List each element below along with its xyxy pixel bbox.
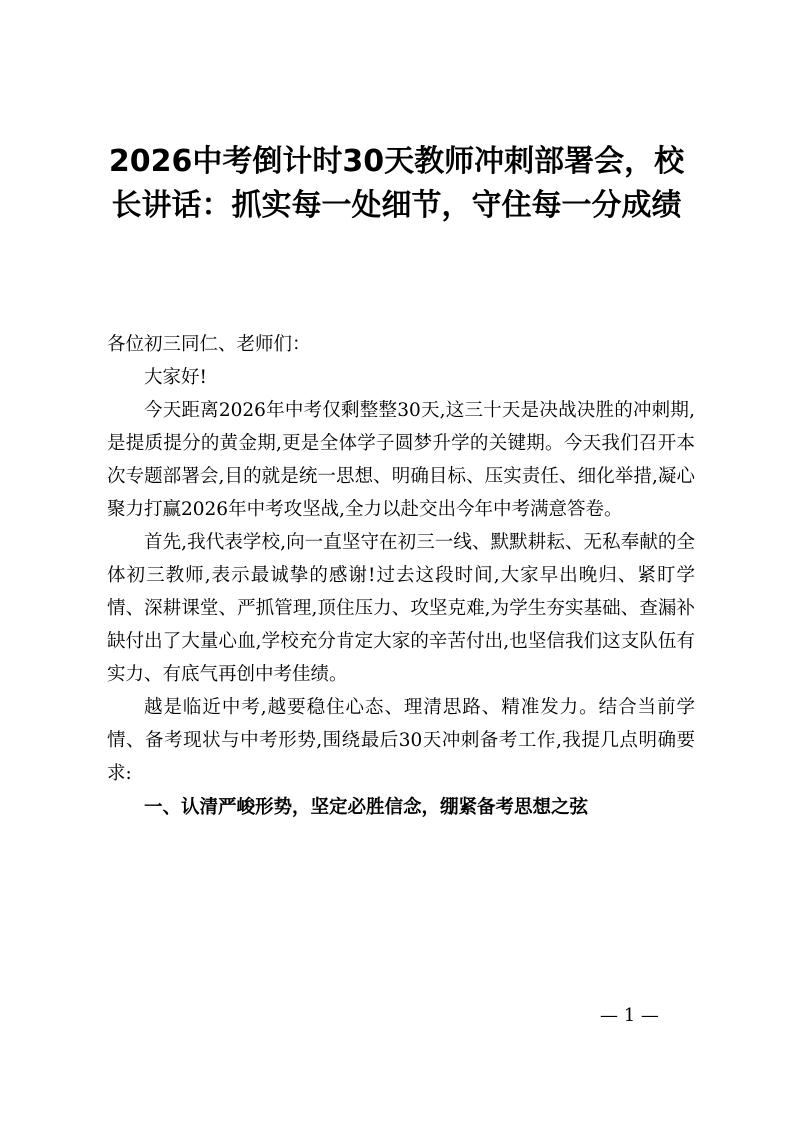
document-title: 2026中考倒计时30天教师冲刺部署会，校长讲话：抓实每一处细节，守住每一分成绩 [108,144,685,223]
section-heading: 一、认清严峻形势，坚定必胜信念，绷紧备考思想之弦 [144,797,589,818]
paragraph-greeting: 大家好! [144,367,207,388]
document-body [107,328,695,826]
page-number: — 1 — [600,1005,659,1026]
paragraph-requirements: 越是临近中考,越要稳住心态、理清思路、精准发力。结合当前学情、备考现状与中考形势,围绕最后30天冲刺备考工作,我提几点明确要求: [107,697,695,784]
paragraph-intro: 今天距离2026年中考仅剩整整30天,这三十天是决战决胜的冲刺期,是提质提分的黄金期,更是全体学子圆梦升学的关键期。今天我们召开本次专题部署会,目的就是统一思想、明确目标、压实责任、细化举措,凝心聚力打赢2026年中考攻坚战,全力以赴交出今年中考满意答卷。 [107,400,695,520]
salutation: 各位初三同仁、老师们： [107,334,311,355]
paragraph-thanks: 首先,我代表学校,向一直坚守在初三一线、默默耕耘、无私奉献的全体初三教师,表示最诚挚的感谢!过去这段时间,大家早出晚归、紧盯学情、深耕课堂、严抓管理,顶住压力、攻坚克难,为学生夯实基础、查漏补缺付出了大量心血,学校充分肯定大家的辛苦付出,也坚信我们这支队伍有实力、有底气再创中考佳绩。 [107,532,695,685]
